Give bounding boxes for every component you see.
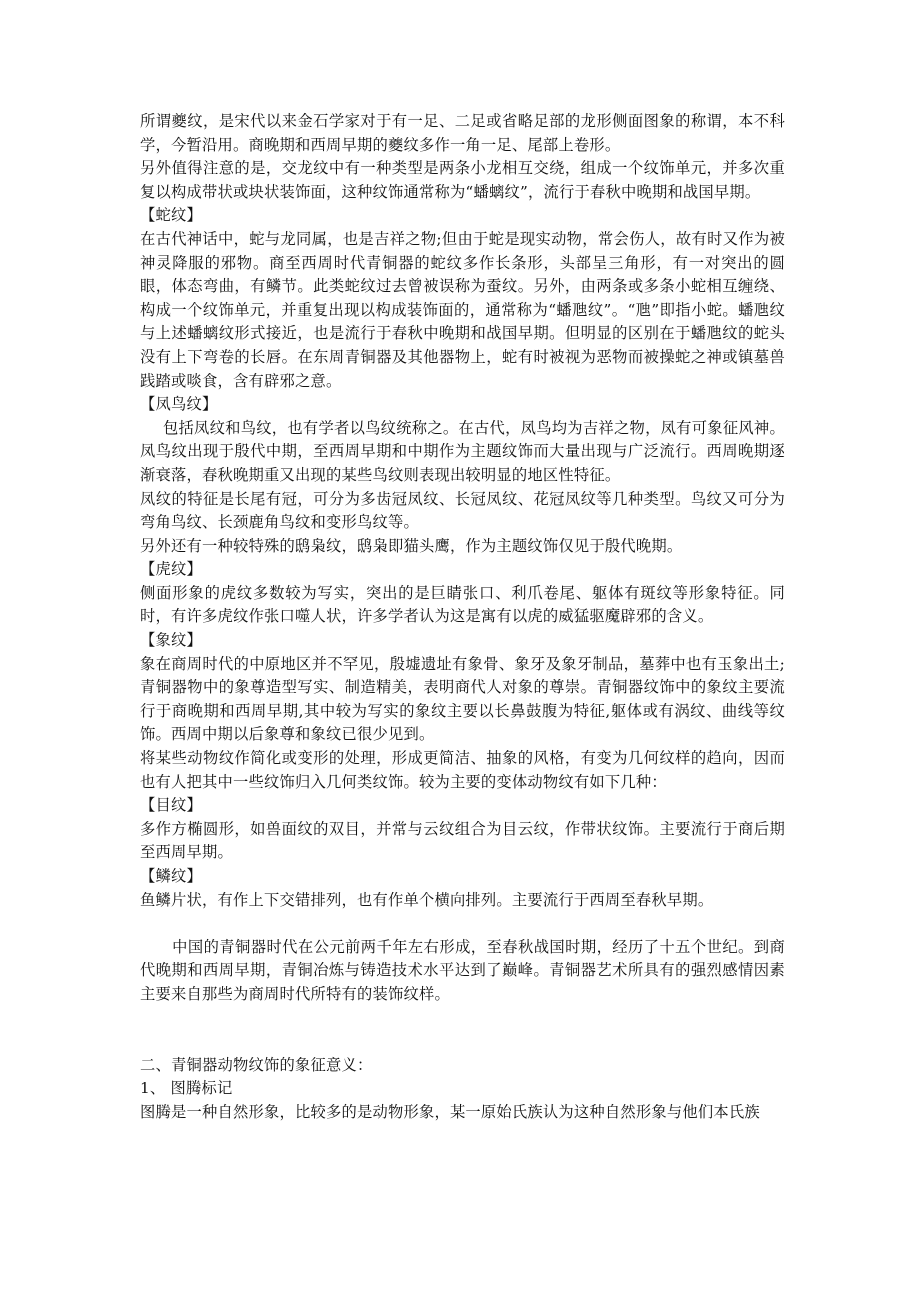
tiger-heading: 【虎纹】 xyxy=(140,560,202,579)
owl-note: 另外还有一种较特殊的鸱枭纹，鸱枭即猫头鹰，作为主题纹饰仅见于殷代晚期。 xyxy=(140,536,683,555)
section-2-heading: 二、青铜器动物纹饰的象征意义： xyxy=(140,1055,373,1074)
elephant-heading: 【象纹】 xyxy=(140,631,202,650)
spacer xyxy=(140,1007,785,1054)
phoenix-body: 包括凤纹和鸟纹，也有学者以鸟纹统称之。在古代，凤鸟均为吉祥之物，凤有可象征风神。凤鸟纹出现于殷代中期，至西周早期和中期作为主题纹饰而大量出现与广泛流行。西周晚期逐渐衰落，春秋晚期重又出现的某些鸟纹则表现出较明显的地区性特征。 xyxy=(140,418,785,484)
subsection-1-heading: 1、 图腾标记 xyxy=(140,1079,233,1098)
scale-heading: 【鳞纹】 xyxy=(140,867,202,885)
spacer xyxy=(140,912,785,936)
geometric-intro: 将某些动物纹作简化或变形的处理，形成更简洁、抽象的风格，有变为几何纹样的趋向，因而也有人把其中一些纹饰归入几何类纹饰。较为主要的变体动物纹有如下几种： xyxy=(140,749,785,791)
eye-heading: 【目纹】 xyxy=(140,796,202,815)
tiger-body: 侧面形象的虎纹多数较为写实，突出的是巨睛张口、利爪卷尾、躯体有斑纹等形象特征。同时，有许多虎纹作张口噬人状，许多学者认为这是寓有以虎的威猛驱魔辟邪的含义。 xyxy=(140,583,785,626)
snake-body: 在古代神话中，蛇与龙同属，也是吉祥之物;但由于蛇是现实动物，常会伤人，故有时又作为被神灵降服的邪物。商至西周时代青铜器的蛇纹多作长条形，头部呈三角形，有一对突出的圆眼，体态弯曲，有鳞节。此类蛇纹过去曾被误称为蚕纹。另外，由两条或多条小蛇相互缠绕、构成一个纹饰单元，并重复出现以构成装饰面的，通常称为“蟠虺纹”。“虺”即指小蛇。蟠虺纹与上述蟠螭纹形式接近，也是流行于春秋中晚期和战国早期。但明显的区别在于蟠虺纹的蛇头没有上下弯卷的长唇。在东周青铜器及其他器物上，蛇有时被视为恶物而被操蛇之神或镇墓兽践踏或啖食，含有辟邪之意。 xyxy=(140,229,785,390)
phoenix-heading: 【凤鸟纹】 xyxy=(140,395,218,414)
summary-paragraph: 中国的青铜器时代在公元前两千年左右形成，至春秋战国时期，经历了十五个世纪。到商代晚期和西周早期，青铜冶炼与铸造技术水平达到了巅峰。青铜器艺术所具有的强烈感情因素主要来自那些为商周时代所特有的装饰纹样。 xyxy=(140,937,785,1003)
phoenix-types: 凤纹的特征是长尾有冠，可分为多齿冠凤纹、长冠凤纹、花冠凤纹等几种类型。鸟纹又可分为弯角鸟纹、长颈鹿角鸟纹和变形鸟纹等。 xyxy=(140,489,785,532)
elephant-body: 象在商周时代的中原地区并不罕见，殷墟遗址有象骨、象牙及象牙制品，墓葬中也有玉象出土;青铜器物中的象尊造型写实、制造精美，表明商代人对象的尊崇。青铜器纹饰中的象纹主要流行于商晚期和西周早期,其中较为写实的象纹主要以长鼻鼓腹为特征,躯体或有涡纹、曲线等纹饰。西周中期以后象尊和象纹已很少见到。 xyxy=(140,654,785,744)
panchi-note: 另外值得注意的是，交龙纹中有一种类型是两条小龙相互交绕，组成一个纹饰单元，并多次重复以构成带状或块状装饰面，这种纹饰通常称为“蟠螭纹”，流行于春秋中晚期和战国早期。 xyxy=(140,159,785,201)
snake-heading: 【蛇纹】 xyxy=(140,206,202,225)
eye-body: 多作方椭圆形，如兽面纹的双目，并常与云纹组合为目云纹，作带状纹饰。主要流行于商后期至西周早期。 xyxy=(140,819,785,862)
document-page xyxy=(140,110,785,1124)
totem-body: 图腾是一种自然形象，比较多的是动物形象，某一原始氏族认为这种自然形象与他们本氏族 xyxy=(140,1102,760,1121)
scale-body: 鱼鳞片状，有作上下交错排列，也有作单个横向排列。主要流行于西周至春秋早期。 xyxy=(140,890,714,909)
kuiwen-definition: 所谓夔纹，是宋代以来金石学家对于有一足、二足或省略足部的龙形侧面图象的称谓，本不科学，今暂沿用。商晚期和西周早期的夔纹多作一角一足、尾部上卷形。 xyxy=(140,112,785,154)
